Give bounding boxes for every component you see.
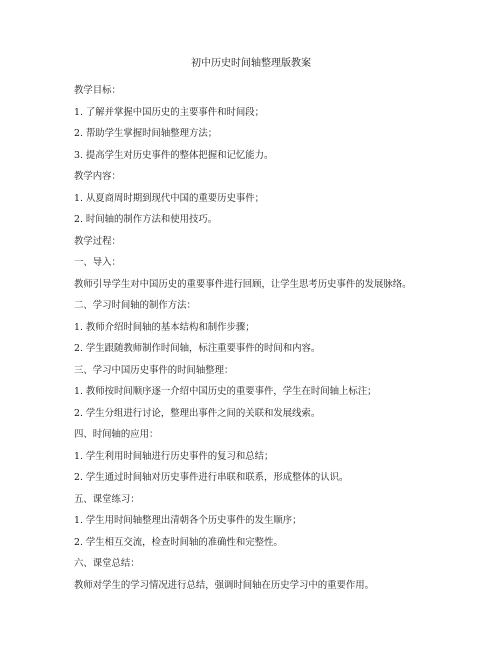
paragraph-line: 教师对学生的学习情况进行总结，强调时间轴在历史学习中的重要作用。 bbox=[74, 580, 375, 591]
paragraph-line: 2. 时间轴的制作方法和使用技巧。 bbox=[74, 214, 218, 225]
paragraph-line: 3. 提高学生对历史事件的整体把握和记忆能力。 bbox=[74, 150, 274, 161]
paragraph-line: 1. 学生利用时间轴进行历史事件的复习和总结； bbox=[74, 451, 274, 462]
paragraph-line: 2. 学生跟随教师制作时间轴，标注重要事件的时间和内容。 bbox=[74, 343, 321, 354]
subsection-heading: 四、时间轴的应用： bbox=[74, 429, 159, 440]
document-title: 初中历史时间轴整理版教案 bbox=[191, 58, 311, 69]
paragraph-line: 1. 学生用时间轴整理出清朝各个历史事件的发生顺序； bbox=[74, 515, 302, 526]
subsection-heading: 二、学习时间轴的制作方法： bbox=[74, 300, 196, 311]
paragraph-line: 1. 从夏商周时期到现代中国的重要历史事件； bbox=[74, 193, 265, 204]
subsection-heading: 三、学习中国历史事件的时间轴整理： bbox=[74, 365, 234, 376]
paragraph-line: 2. 学生分组进行讨论，整理出事件之间的关联和发展线索。 bbox=[74, 408, 321, 419]
paragraph-line: 1. 教师介绍时间轴的基本结构和制作步骤； bbox=[74, 322, 255, 333]
section-heading-content: 教学内容： bbox=[74, 171, 121, 182]
paragraph-line: 教师引导学生对中国历史的重要事件进行回顾，让学生思考历史事件的发展脉络。 bbox=[74, 279, 412, 290]
paragraph-line: 1. 了解并掌握中国历史的主要事件和时间段； bbox=[74, 107, 265, 118]
paragraph-line: 1. 教师按时间顺序逐一介绍中国历史的重要事件，学生在时间轴上标注； bbox=[74, 386, 377, 397]
paragraph-line: 2. 学生通过时间轴对历史事件进行串联和联系，形成整体的认识。 bbox=[74, 472, 349, 483]
section-heading-objectives: 教学目标： bbox=[74, 85, 121, 96]
paragraph-line: 2. 帮助学生掌握时间轴整理方法； bbox=[74, 128, 218, 139]
paragraph-line: 2. 学生相互交流，检查时间轴的准确性和完整性。 bbox=[74, 537, 283, 548]
subsection-heading: 一、导入： bbox=[74, 257, 121, 268]
subsection-heading: 六、课堂总结： bbox=[74, 558, 140, 569]
subsection-heading: 五、课堂练习： bbox=[74, 494, 140, 505]
section-heading-process: 教学过程： bbox=[74, 236, 121, 247]
